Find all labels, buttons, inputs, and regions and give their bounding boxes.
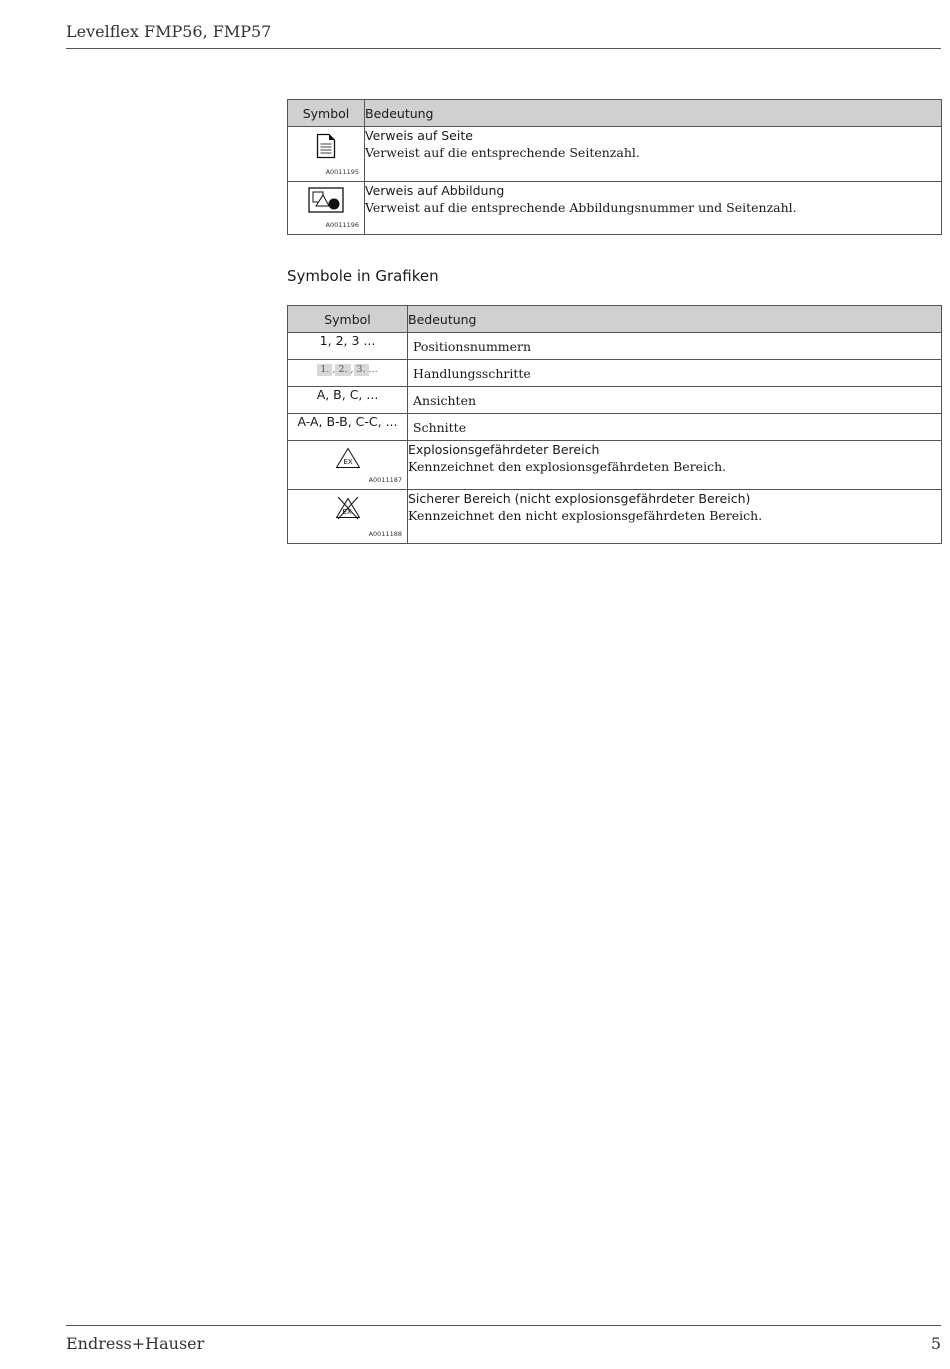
meaning-cell bbox=[408, 441, 942, 490]
step-box: 3. bbox=[354, 364, 369, 376]
ex-label: EX bbox=[342, 458, 353, 466]
meaning-cell bbox=[365, 182, 942, 235]
table-row bbox=[288, 387, 942, 414]
symbol-cell bbox=[288, 441, 408, 490]
graphic-symbols-table bbox=[287, 305, 942, 544]
meaning-cell bbox=[365, 127, 942, 182]
running-header: Levelflex FMP56, FMP57 bbox=[66, 22, 272, 41]
graphic-code: A0011187 bbox=[368, 476, 402, 484]
symbol-description: Verweist auf die entsprechende Seitenzahl. bbox=[365, 145, 640, 160]
symbol-description: Schnitte bbox=[413, 419, 467, 435]
reference-symbols-table bbox=[287, 99, 942, 235]
meaning-cell bbox=[408, 387, 942, 414]
graphic-code: A0011196 bbox=[325, 221, 359, 229]
table-row bbox=[288, 490, 942, 544]
symbol-description: Ansichten bbox=[413, 392, 477, 408]
column-header-meaning: Bedeutung bbox=[365, 100, 942, 127]
step-separator: , bbox=[332, 364, 336, 375]
symbol-text: A-A, B-B, C-C, ... bbox=[297, 414, 398, 429]
table-row bbox=[288, 441, 942, 490]
symbol-cell bbox=[288, 182, 365, 235]
hazardous-area-icon bbox=[335, 447, 361, 469]
page-reference-icon bbox=[316, 133, 336, 159]
table-row bbox=[288, 333, 942, 360]
symbol-description: Kennzeichnet den nicht explosionsgefährdeten Bereich. bbox=[408, 508, 763, 523]
page-number: 5 bbox=[930, 1334, 941, 1353]
symbol-text: 1, 2, 3 ... bbox=[319, 333, 376, 348]
symbol-description: Handlungsschritte bbox=[413, 365, 531, 381]
footer-brand: Endress+Hauser bbox=[66, 1334, 205, 1353]
symbol-cell bbox=[288, 387, 408, 414]
footer-rule bbox=[66, 1325, 941, 1326]
table-row bbox=[288, 182, 942, 235]
symbol-title: Sicherer Bereich (nicht explosionsgefährdeter Bereich) bbox=[408, 491, 751, 506]
meaning-cell bbox=[408, 490, 942, 544]
table-row bbox=[288, 360, 942, 387]
symbol-cell bbox=[288, 414, 408, 441]
safe-area-icon bbox=[335, 496, 361, 520]
symbol-title: Explosionsgefährdeter Bereich bbox=[408, 442, 600, 457]
header-rule bbox=[66, 48, 941, 49]
section-heading: Symbole in Grafiken bbox=[287, 267, 439, 285]
graphic-code: A0011188 bbox=[368, 530, 402, 538]
symbol-cell bbox=[288, 490, 408, 544]
meaning-cell bbox=[408, 414, 942, 441]
column-header-symbol: Symbol bbox=[288, 306, 408, 333]
symbol-cell bbox=[288, 127, 365, 182]
step-ellipsis: ... bbox=[368, 364, 378, 375]
symbol-text: A, B, C, ... bbox=[316, 387, 379, 402]
symbol-title: Verweis auf Abbildung bbox=[365, 183, 505, 198]
symbol-description: Verweist auf die entsprechende Abbildungsnummer und Seitenzahl. bbox=[365, 200, 797, 215]
step-symbols bbox=[317, 364, 377, 375]
meaning-cell bbox=[408, 333, 942, 360]
graphic-code: A0011195 bbox=[325, 168, 359, 176]
figure-reference-icon bbox=[308, 187, 344, 213]
step-separator: , bbox=[350, 364, 354, 375]
column-header-meaning: Bedeutung bbox=[408, 306, 942, 333]
symbol-cell bbox=[288, 333, 408, 360]
table-row bbox=[288, 127, 942, 182]
table-row bbox=[288, 414, 942, 441]
step-box: 1. bbox=[317, 364, 332, 376]
meaning-cell bbox=[408, 360, 942, 387]
ex-label: EX bbox=[341, 508, 352, 516]
symbol-description: Kennzeichnet den explosionsgefährdeten Bereich. bbox=[408, 459, 727, 474]
symbol-title: Verweis auf Seite bbox=[365, 128, 473, 143]
symbol-cell bbox=[288, 360, 408, 387]
symbol-description: Positionsnummern bbox=[413, 338, 532, 354]
step-box: 2. bbox=[335, 364, 350, 376]
column-header-symbol: Symbol bbox=[288, 100, 365, 127]
